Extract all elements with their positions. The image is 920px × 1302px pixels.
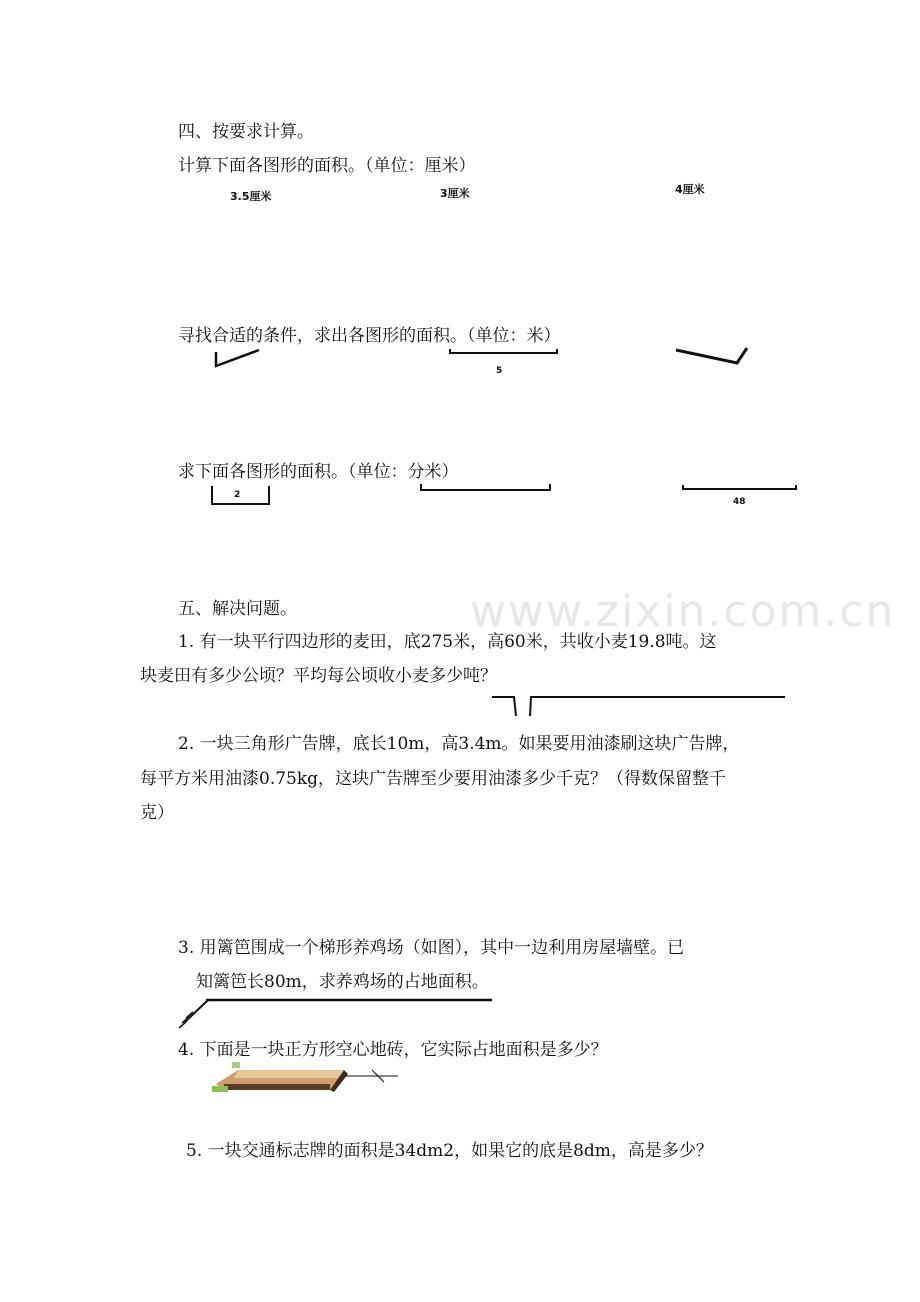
q1-fig-right — [530, 697, 785, 716]
q3-fence-side — [185, 1000, 208, 1022]
q1-line2: 块麦田有多少公顷？平均每公顷收小麦多少吨？ — [140, 666, 497, 686]
q3-wall-hatch — [179, 1012, 193, 1028]
fig-2-2-base — [450, 349, 557, 353]
watermark: www.zixin.com.cn — [470, 586, 896, 637]
q4-line1: 4. 下面是一块正方形空心地砖，它实际占地面积是多少？ — [178, 1040, 608, 1060]
q2-line1: 2. 一块三角形广告牌，底长10m，高3.4m。如果要用油漆刷这块广告牌， — [178, 734, 740, 754]
section4-part1-instruction: 计算下面各图形的面积。（单位：厘米） — [178, 156, 476, 176]
q3-line1: 3. 用篱笆围成一个梯形养鸡场（如图），其中一边利用房屋墙壁。已 — [178, 938, 685, 958]
fig-3-2-base — [421, 484, 550, 490]
fig-3-1-label: 2 — [234, 490, 241, 500]
q1-line1: 1. 有一块平行四边形的麦田，底275米，高60米，共收小麦19.8吨。这 — [178, 632, 717, 652]
q1-fig-left — [492, 697, 516, 716]
fig-2-1-corner — [216, 350, 259, 366]
fig-3-1-box — [212, 486, 269, 504]
fig-1-1-label: 3.5厘米 — [230, 190, 272, 203]
fig-2-2-label: 5 — [496, 366, 503, 376]
section4-part3-instruction: 求下面各图形的面积。（单位：分米） — [178, 462, 459, 482]
fig-1-2-label: 3厘米 — [440, 187, 470, 200]
fig-3-3-base — [683, 485, 796, 489]
fig-3-3-label: 48 — [733, 497, 746, 507]
section4-part2-instruction: 寻找合适的条件，求出各图形的面积。（单位：米） — [178, 326, 561, 346]
q5-line1: 5. 一块交通标志牌的面积是34dm2，如果它的底是8dm，高是多少？ — [186, 1141, 713, 1161]
q4-tile-image — [212, 1062, 398, 1092]
q2-line3: 克） — [140, 803, 174, 823]
q3-line2: 知篱笆长80m，求养鸡场的占地面积。 — [196, 972, 489, 992]
fig-2-3-corner — [676, 348, 747, 363]
fig-1-3-label: 4厘米 — [675, 183, 705, 196]
section5-heading: 五、解决问题。 — [178, 599, 297, 619]
q2-line2: 每平方米用油漆0.75kg，这块广告牌至少要用油漆多少千克？（得数保留整千 — [140, 769, 727, 789]
section4-heading: 四、按要求计算。 — [178, 122, 314, 142]
